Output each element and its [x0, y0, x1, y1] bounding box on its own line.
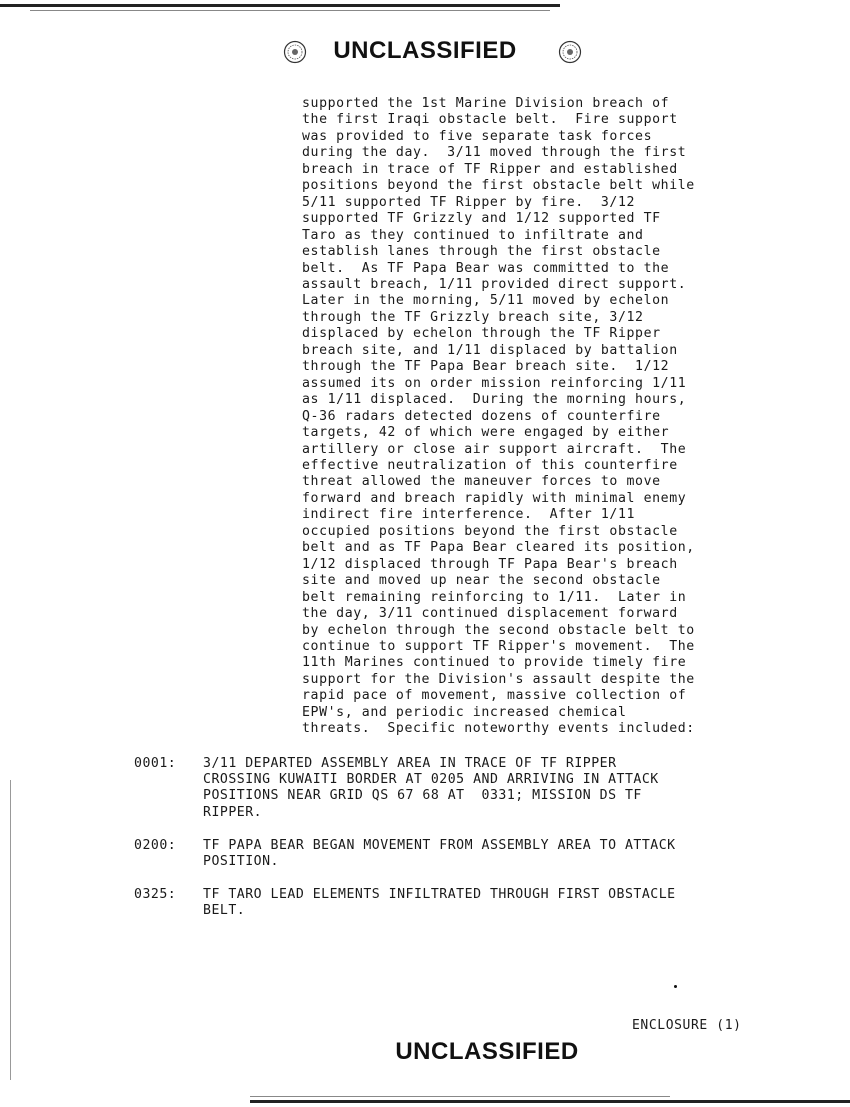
narrative-line: was provided to five separate task forces	[302, 128, 653, 144]
narrative-line: effective neutralization of this counterfire	[302, 457, 678, 473]
narrative-line: indirect fire interference. After 1/11	[302, 507, 636, 523]
event-line: TF PAPA BEAR BEGAN MOVEMENT FROM ASSEMBLY AREA TO ATTACK	[203, 838, 676, 853]
enclosure-label: ENCLOSURE (1)	[632, 1018, 742, 1033]
narrative-line: Later in the morning, 5/11 moved by echelon	[302, 293, 670, 309]
narrative-line: artillery or close air support aircraft. The	[302, 441, 687, 457]
narrative-line: through the TF Grizzly breach site, 3/12	[302, 309, 644, 325]
narrative-line: displaced by echelon through the TF Ripper	[302, 326, 661, 342]
narrative-line: site and moved up near the second obstacle	[302, 573, 661, 589]
event-time: 0325:	[134, 887, 177, 902]
event-line: RIPPER.	[203, 804, 263, 820]
narrative-line: Taro as they continued to infiltrate and	[302, 227, 644, 243]
scan-border-bottom-thin	[250, 1096, 670, 1097]
narrative-line: belt and as TF Papa Bear cleared its position,	[302, 540, 695, 556]
narrative-line: forward and breach rapidly with minimal enemy	[302, 490, 687, 506]
event-text	[203, 756, 783, 821]
narrative-line: rapid pace of movement, massive collection of	[302, 688, 687, 704]
narrative-line: threats. Specific noteworthy events included:	[302, 721, 695, 737]
narrative-paragraph	[302, 96, 772, 738]
narrative-line: supported the 1st Marine Division breach of	[302, 96, 670, 111]
narrative-line: the day, 3/11 continued displacement forward	[302, 606, 678, 622]
event-line: POSITIONS NEAR GRID QS 67 68 AT 0331; MISSION DS TF	[203, 788, 642, 804]
event-time: 0001:	[134, 756, 177, 771]
narrative-line: belt remaining reinforcing to 1/11. Later in	[302, 589, 687, 605]
event-text	[203, 887, 783, 919]
scan-border-top	[0, 4, 560, 7]
narrative-line: 5/11 supported TF Ripper by fire. 3/12	[302, 194, 636, 210]
classification-header: UNCLASSIFIED	[333, 37, 517, 64]
event-line: TF TARO LEAD ELEMENTS INFILTRATED THROUGH FIRST OBSTACLE	[203, 887, 676, 902]
narrative-line: breach in trace of TF Ripper and established	[302, 161, 678, 177]
narrative-line: assault breach, 1/11 provided direct support.	[302, 276, 687, 292]
narrative-line: breach site, and 1/11 displaced by battalion	[302, 342, 678, 358]
narrative-line: as 1/11 displaced. During the morning hours,	[302, 392, 687, 408]
narrative-line: targets, 42 of which were engaged by either	[302, 425, 670, 441]
classification-footer: UNCLASSIFIED	[395, 1038, 579, 1065]
narrative-line: positions beyond the first obstacle belt while	[302, 178, 695, 194]
narrative-line: supported TF Grizzly and 1/12 supported TF	[302, 211, 661, 227]
narrative-line: continue to support TF Ripper's movement. The	[302, 638, 695, 654]
narrative-line: threat allowed the maneuver forces to move	[302, 474, 661, 490]
narrative-line: support for the Division's assault despite the	[302, 671, 695, 687]
narrative-line: establish lanes through the first obstacle	[302, 244, 661, 260]
event-line: CROSSING KUWAITI BORDER AT 0205 AND ARRIVING IN ATTACK	[203, 772, 659, 788]
narrative-line: occupied positions beyond the first obstacle	[302, 523, 678, 539]
narrative-line: during the day. 3/11 moved through the first	[302, 145, 687, 161]
narrative-line: by echelon through the second obstacle belt to	[302, 622, 695, 638]
narrative-line: the first Iraqi obstacle belt. Fire support	[302, 112, 678, 128]
narrative-line: assumed its on order mission reinforcing 1/11	[302, 375, 687, 391]
seal-icon	[558, 40, 582, 64]
scan-edge-left	[10, 780, 11, 1080]
scan-border-bottom	[250, 1100, 850, 1103]
narrative-line: 11th Marines continued to provide timely fire	[302, 655, 687, 671]
event-text	[203, 838, 783, 870]
narrative-line: through the TF Papa Bear breach site. 1/12	[302, 359, 670, 375]
narrative-line: 1/12 displaced through TF Papa Bear's breach	[302, 556, 678, 572]
event-line: POSITION.	[203, 854, 279, 870]
event-line: BELT.	[203, 903, 246, 919]
event-time: 0200:	[134, 838, 177, 853]
narrative-line: belt. As TF Papa Bear was committed to the	[302, 260, 670, 276]
event-line: 3/11 DEPARTED ASSEMBLY AREA IN TRACE OF TF RIPPER	[203, 756, 617, 771]
narrative-line: EPW's, and periodic increased chemical	[302, 704, 627, 720]
scan-speck	[674, 985, 677, 988]
scan-border-top-thin	[30, 10, 550, 11]
narrative-line: Q-36 radars detected dozens of counterfire	[302, 408, 661, 424]
